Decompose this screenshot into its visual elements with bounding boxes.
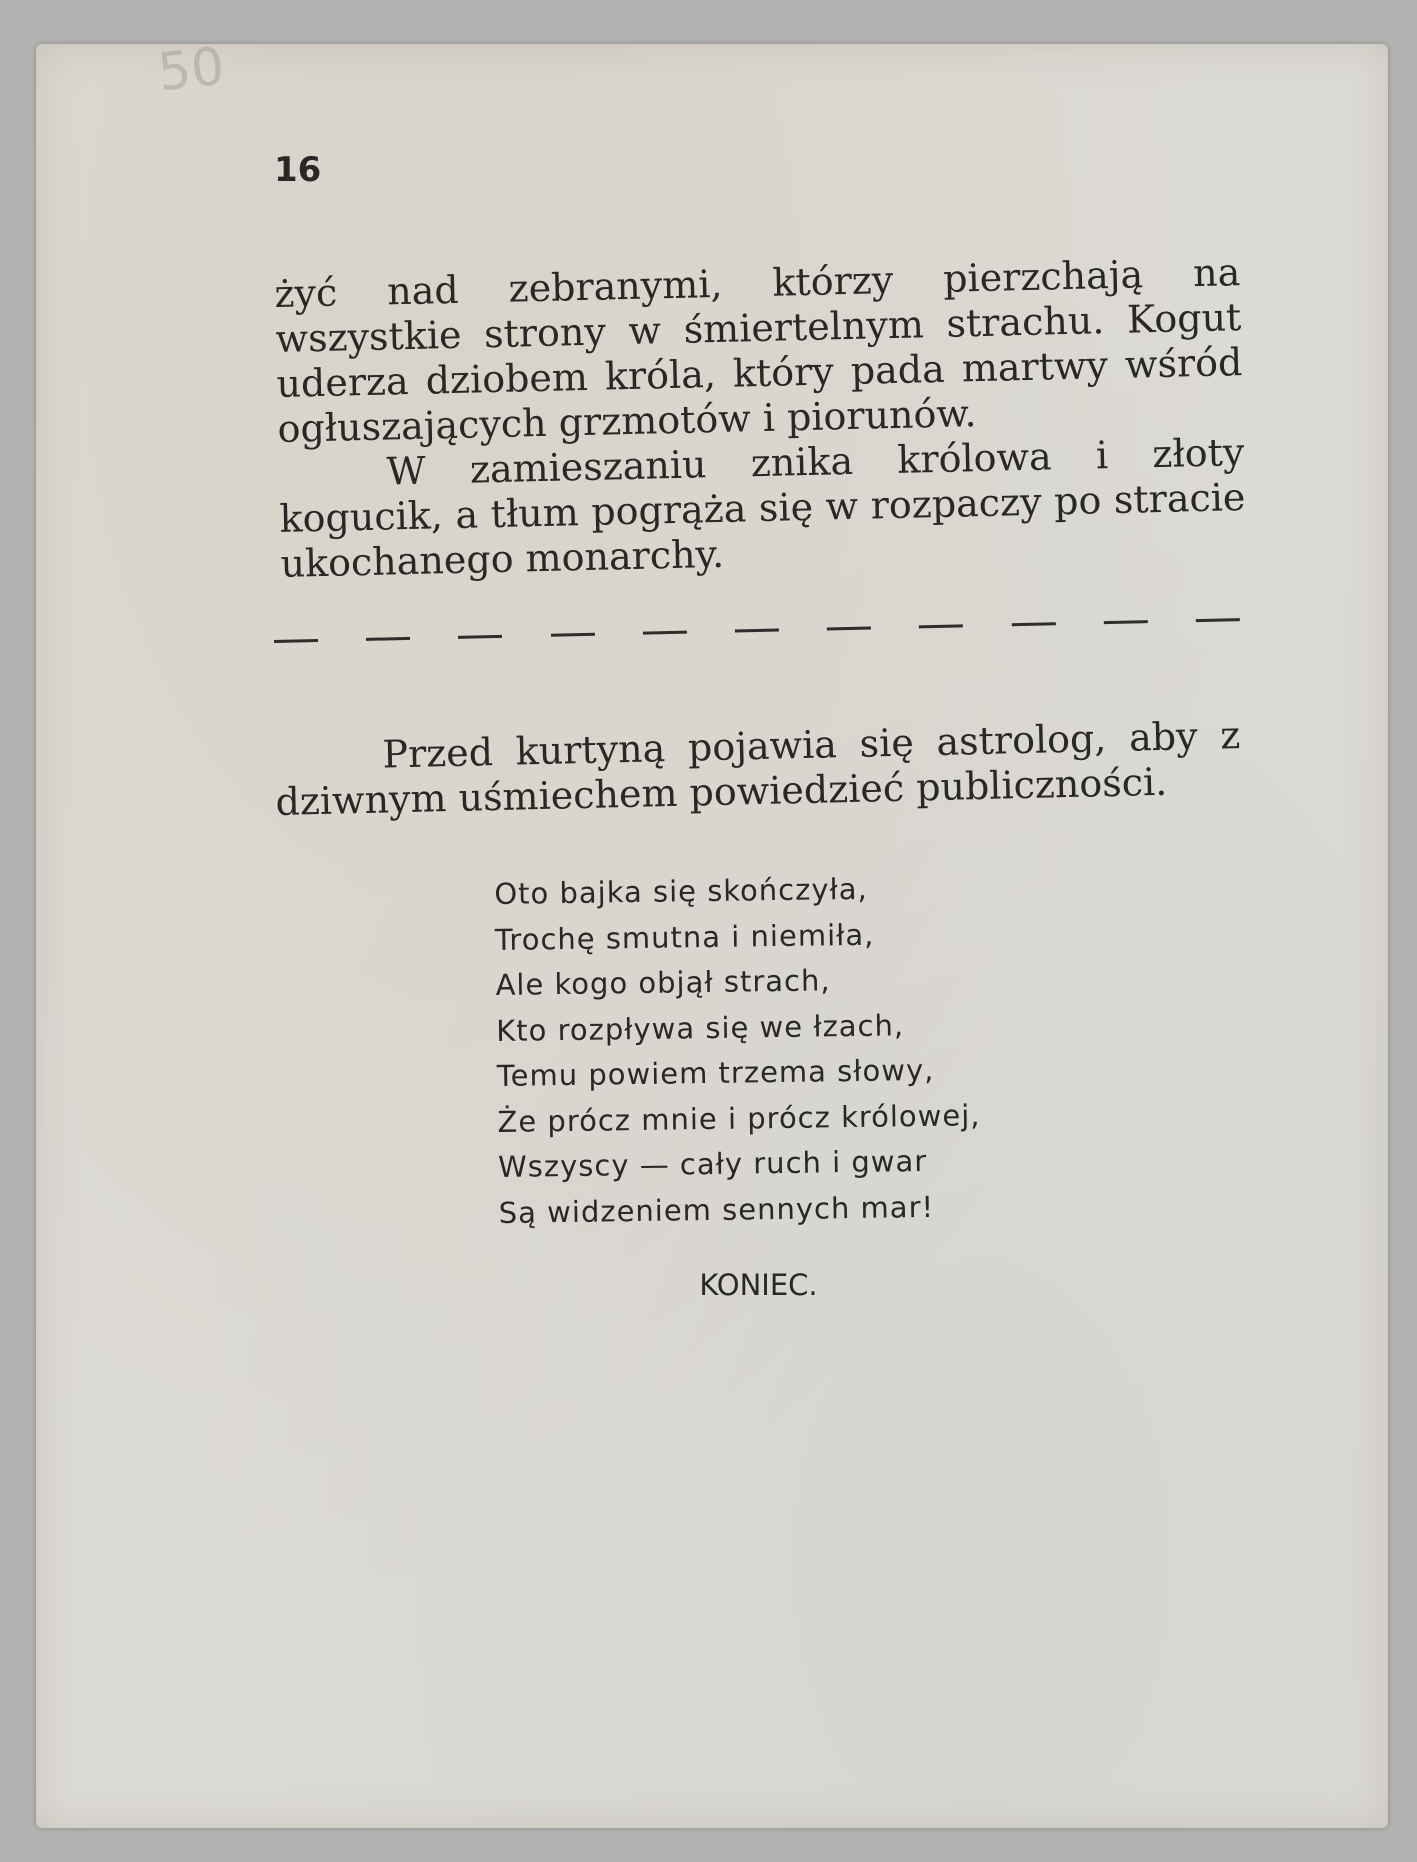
verse-line: Są widzeniem sennych mar! — [498, 1189, 935, 1230]
verse-line: Trochę smutna i niemiła, — [494, 917, 875, 957]
verse-line: Że prócz mnie i prócz królowej, — [497, 1097, 981, 1139]
page-number: 16 — [274, 150, 322, 190]
verse-block — [494, 865, 982, 1236]
verse-line: Oto bajka się skończyła, — [494, 871, 868, 911]
ending-label: KONIEC. — [699, 1268, 818, 1302]
paragraph: żyć nad zebranymi, którzy pierzchają na wszystkie strony w śmiertelnym strachu. Kogut uderza dziobem króla, który pada martwy wśród ogłuszających grzmotów i piorunów. — [274, 250, 1243, 451]
verse-line: Kto rozpływa się we łzach, — [495, 1007, 905, 1048]
narrative-text — [274, 250, 1247, 587]
verse-line: Temu powiem trzema słowy, — [496, 1052, 935, 1093]
pencil-margin-note: 50 — [155, 36, 228, 104]
paragraph: W zamieszaniu znika królowa i złoty kogucik, a tłum pogrąża się w rozpaczy po stracie ukochanego monarchy. — [279, 430, 1246, 586]
verse-line: Wszyscy — cały ruch i gwar — [497, 1143, 928, 1184]
verse-line: Ale kogo objął strach, — [495, 963, 831, 1002]
paragraph: Przed kurtyną pojawia się astrolog, aby z dziwnym uśmiechem powiedzieć publiczności. — [275, 713, 1241, 824]
